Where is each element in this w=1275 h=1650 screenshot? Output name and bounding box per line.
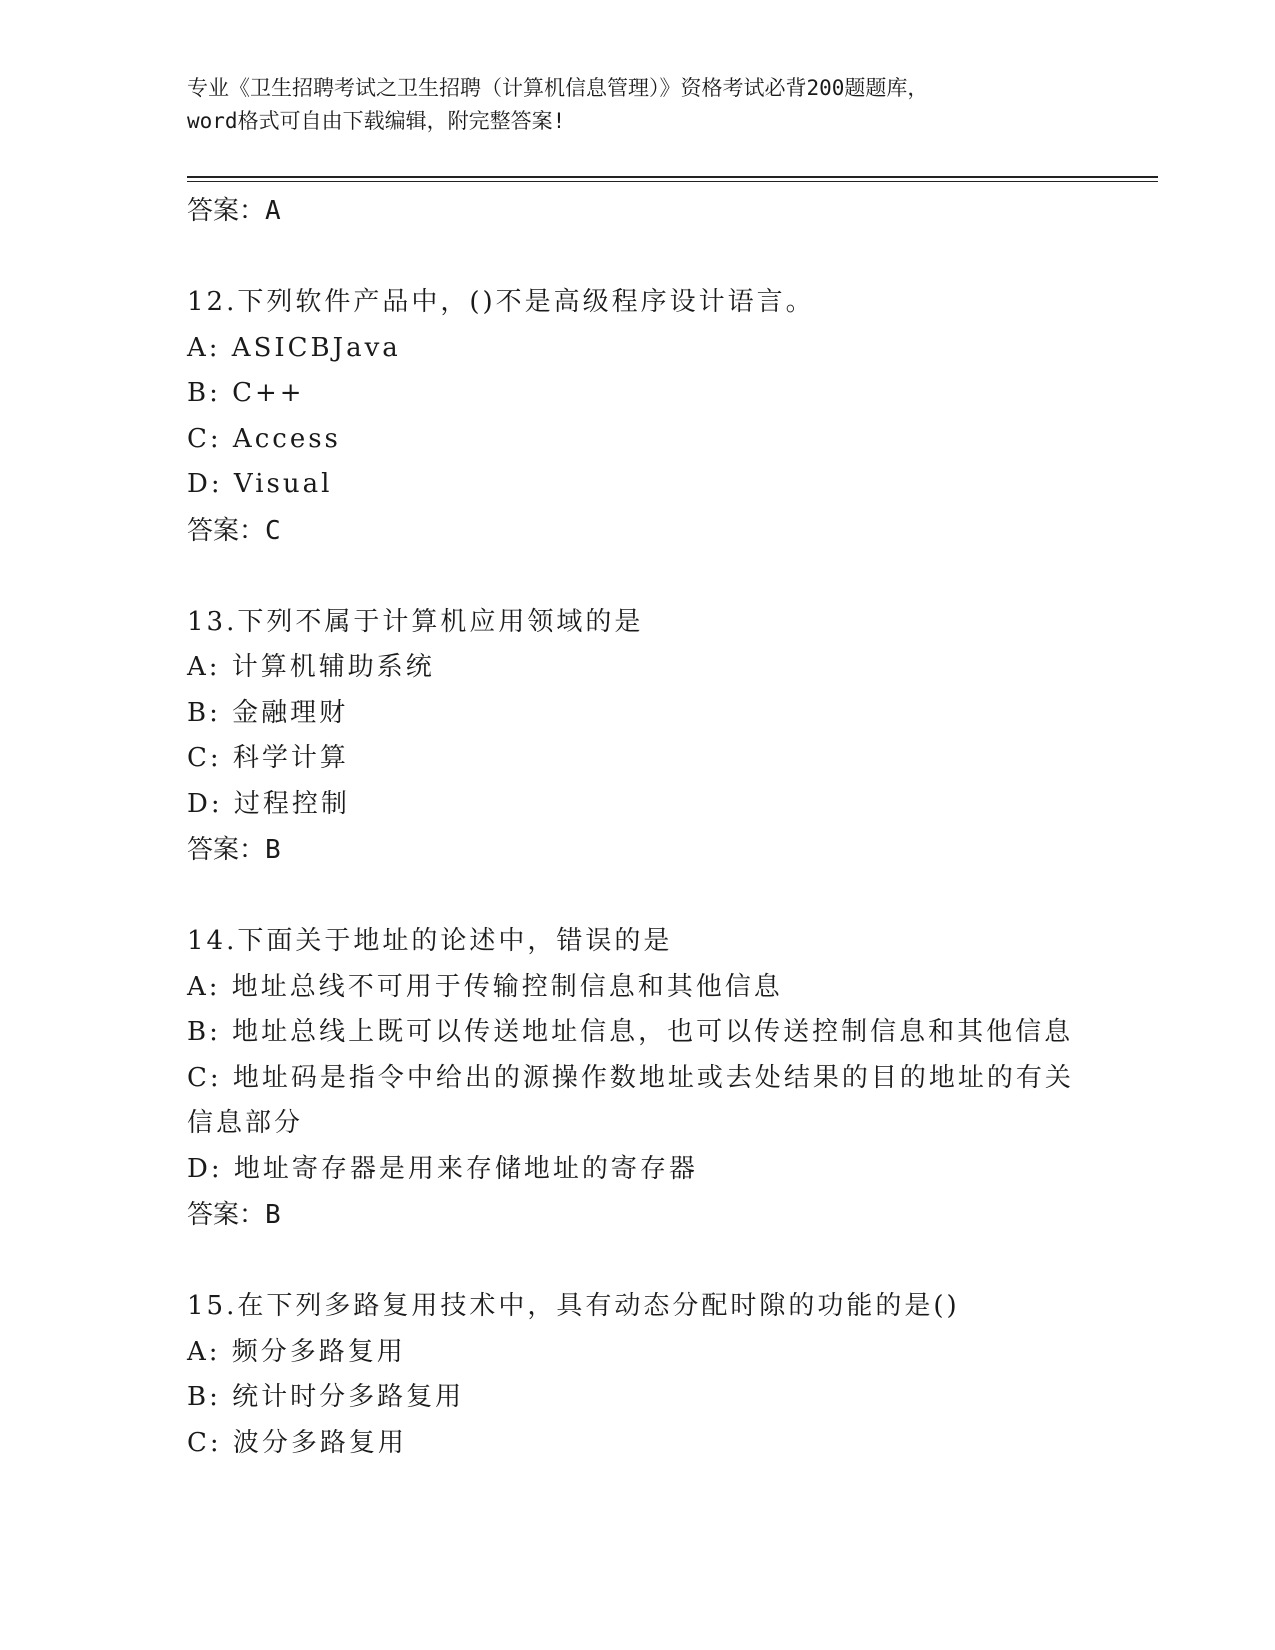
option-a: A: 频分多路复用 — [187, 1336, 406, 1367]
option-a: A: ASICBJava — [187, 332, 401, 363]
option-d: D: Visual — [187, 469, 333, 499]
question-block — [187, 600, 1147, 874]
question-block — [187, 1284, 1147, 1466]
page-header — [187, 72, 1087, 138]
option-a: A: 地址总线不可用于传输控制信息和其他信息 — [187, 971, 783, 1002]
document-body — [187, 188, 1147, 1466]
header-divider — [187, 176, 1158, 178]
option-b: B: C++ — [187, 378, 305, 408]
header-divider-thin — [187, 181, 1158, 182]
option-b: B: 统计时分多路复用 — [187, 1382, 465, 1412]
answer-line: 答案：B — [187, 835, 281, 865]
answer-line: 答案：C — [187, 515, 281, 546]
option-b: B: 地址总线上既可以传送地址信息，也可以传送控制信息和其他信息 — [187, 1017, 1074, 1047]
question-block — [187, 280, 1147, 554]
question-block — [187, 919, 1147, 1238]
option-a: A: 计算机辅助系统 — [187, 652, 435, 682]
option-c: C: 科学计算 — [187, 743, 349, 773]
question-stem: 13.下列不属于计算机应用领域的是 — [187, 606, 644, 637]
header-line-1: 专业《卫生招聘考试之卫生招聘（计算机信息管理）》资格考试必背200题题库， — [187, 76, 929, 100]
option-c: C: Access — [187, 423, 341, 454]
option-d: D: 地址寄存器是用来存储地址的寄存器 — [187, 1153, 698, 1184]
answer-line: 答案：A — [187, 196, 281, 226]
question-stem: 12.下列软件产品中，()不是高级程序设计语言。 — [187, 287, 815, 317]
option-c: C: 地址码是指令中给出的源操作数地址或去处结果的目的地址的有关信息部分 — [187, 1062, 1074, 1138]
header-line-2: word格式可自由下载编辑，附完整答案! — [187, 109, 566, 133]
question-stem: 14.下面关于地址的论述中，错误的是 — [187, 926, 673, 956]
option-d: D: 过程控制 — [187, 788, 350, 819]
option-b: B: 金融理财 — [187, 697, 349, 728]
question-stem: 15.在下列多路复用技术中，具有动态分配时隙的功能的是() — [187, 1291, 960, 1321]
answer-line: 答案：B — [187, 1200, 281, 1230]
option-c: C: 波分多路复用 — [187, 1427, 407, 1458]
